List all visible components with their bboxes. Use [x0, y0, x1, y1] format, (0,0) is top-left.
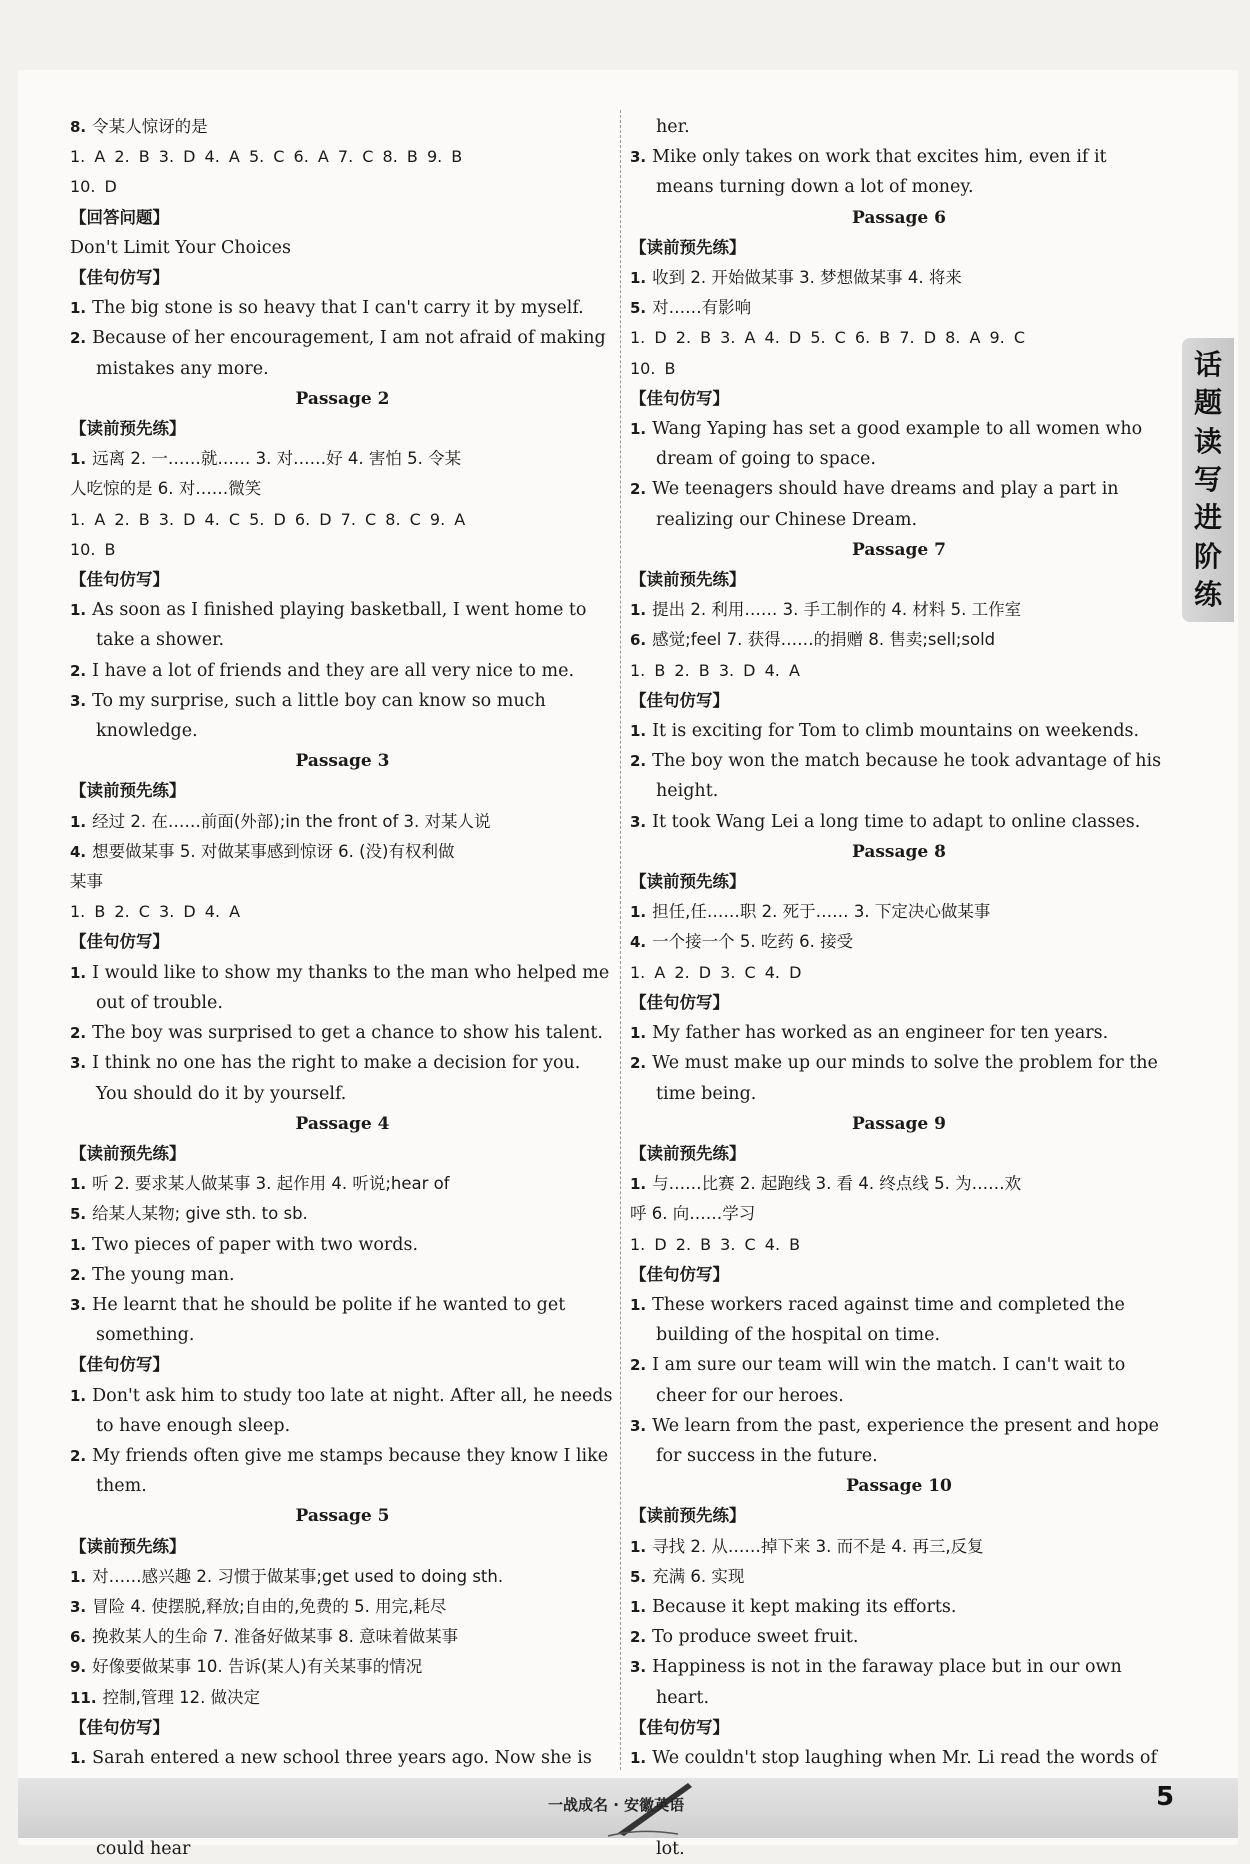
section-heading: 【佳句仿写】 [70, 1355, 169, 1375]
item-text: 提出 2. 利用…… 3. 手工制作的 4. 材料 5. 工作室 [652, 600, 1022, 620]
item-number: 1. [630, 1175, 647, 1194]
item-text: 对……有影响 [652, 298, 752, 318]
item-number: 4. [70, 842, 87, 861]
item-number: 9. [70, 1658, 87, 1677]
sentence-item [630, 1592, 1168, 1622]
item-number: 1. [630, 1597, 647, 1616]
item-text: To produce sweet fruit. [652, 1627, 859, 1648]
item-text: 冒险 4. 使摆脱,释放;自由的,免费的 5. 用完,耗尽 [92, 1596, 447, 1616]
column-divider [620, 110, 621, 1770]
item-text: 人吃惊的是 6. 对……微笑 [70, 479, 262, 499]
sentence-item [70, 1290, 615, 1350]
vocab-line [630, 1562, 1168, 1592]
item-text: To my surprise, such a little boy can know so much knowledge. [92, 690, 546, 742]
sentence-item [70, 323, 615, 383]
vocab-line [70, 867, 615, 897]
item-text: 充满 6. 实现 [652, 1566, 745, 1586]
answer-key-line: 10. B [630, 358, 676, 378]
item-text: The big stone is so heavy that I can't carry it by myself. [92, 298, 584, 319]
item-text: 呼 6. 向……学习 [630, 1204, 756, 1224]
passage-title: Passage 5 [295, 1506, 390, 1527]
item-number: 3. [70, 1295, 87, 1314]
vocab-line [70, 1683, 615, 1713]
item-number: 1. [630, 722, 647, 741]
answer-key-line: 1. D 2. B 3. C 4. B [630, 1234, 801, 1254]
sentence-item [630, 1652, 1168, 1712]
item-number: 5. [630, 1567, 647, 1586]
item-number: 5. [70, 1205, 87, 1224]
item-number: 1. [630, 1024, 647, 1043]
sentence-item [630, 1350, 1168, 1410]
section-heading: 【读前预先练】 [630, 872, 746, 892]
section-heading: 【佳句仿写】 [70, 1717, 169, 1737]
footer [18, 1778, 1238, 1838]
item-number: 1. [70, 299, 87, 318]
section-heading: 【佳句仿写】 [630, 992, 729, 1012]
item-number: 1. [70, 1748, 87, 1767]
item-number: 2. [70, 1024, 87, 1043]
item-text: The boy was surprised to get a chance to show his talent. [92, 1023, 603, 1044]
sentence-item [630, 1018, 1168, 1048]
item-number: 3. [70, 691, 87, 710]
section-heading: 【回答问题】 [70, 207, 169, 227]
item-number: 1. [70, 812, 87, 831]
vocab-line [630, 263, 1168, 293]
item-number: 1. [70, 1386, 87, 1405]
sentence-item [70, 1018, 615, 1048]
section-heading: 【读前预先练】 [630, 570, 746, 590]
section-heading: 【佳句仿写】 [70, 932, 169, 952]
answer-key-line: 1. B 2. B 3. D 4. A [630, 660, 800, 680]
vocab-line [70, 1199, 615, 1229]
section-heading: 【读前预先练】 [630, 237, 746, 257]
section-heading: 【佳句仿写】 [630, 690, 729, 710]
page-number: 5 [1156, 1782, 1175, 1812]
item-text: The young man. [92, 1264, 235, 1285]
sentence-item [70, 958, 615, 1018]
item-text: Sarah entered a new school three years ago. Now she is [92, 1747, 592, 1768]
vocab-line [630, 927, 1168, 957]
item-number: 1. [630, 1295, 647, 1314]
vocab-line [70, 474, 615, 504]
vocab-line [70, 112, 615, 142]
item-text: 挽救某人的生命 7. 准备好做某事 8. 意味着做某事 [92, 1627, 459, 1647]
item-number: 1. [70, 601, 87, 620]
item-number: 2. [70, 661, 87, 680]
item-number: 2. [630, 1628, 647, 1647]
item-number: 3. [630, 1416, 647, 1435]
vocab-line [630, 595, 1168, 625]
side-tab-char: 进 [1193, 501, 1222, 535]
sentence-item [70, 595, 615, 655]
item-number: 3. [630, 1658, 647, 1677]
item-text: 对……感兴趣 2. 习惯于做某事;get used to doing sth. [92, 1566, 504, 1586]
vocab-line [630, 1532, 1168, 1562]
vocab-line [70, 1169, 615, 1199]
item-text: 感觉;feel 7. 获得……的捐赠 8. 售卖;sell;sold [652, 630, 996, 650]
side-tab-char: 题 [1193, 386, 1222, 420]
item-text: I am sure our team will win the match. I can't wait to cheer for our heroes. [652, 1355, 1126, 1406]
item-text: 给某人某物; give sth. to sb. [92, 1204, 308, 1224]
item-number: 1. [630, 601, 647, 620]
sentence-item [70, 1230, 615, 1260]
answer-text: Don't Limit Your Choices [70, 237, 291, 258]
left-column [70, 112, 615, 1864]
item-number: 1. [70, 1235, 87, 1254]
item-number: 8. [70, 118, 87, 136]
item-number: 1. [70, 1175, 87, 1194]
item-text: 听 2. 要求某人做某事 3. 起作用 4. 听说;hear of [92, 1174, 450, 1194]
item-number: 2. [70, 1265, 87, 1284]
item-number: 3. [630, 812, 647, 831]
item-text: It took Wang Lei a long time to adapt to online classes. [652, 811, 1141, 832]
answer-key-line: 1. A 2. D 3. C 4. D [630, 962, 802, 982]
item-number: 2. [630, 752, 647, 771]
item-text: 远离 2. 一……就…… 3. 对……好 4. 害怕 5. 令某 [92, 449, 462, 469]
footer-title: 一战成名 · 安徽英语 [548, 1796, 685, 1814]
item-text: 控制,管理 12. 做决定 [102, 1687, 261, 1707]
item-text: 一个接一个 5. 吃药 6. 接受 [652, 932, 854, 952]
item-text: Mike only takes on work that excites him, even if it means turning down a lot of money. [652, 147, 1107, 198]
passage-title: Passage 7 [852, 539, 946, 560]
passage-title: Passage 9 [852, 1113, 946, 1134]
item-text: 寻找 2. 从……掉下来 3. 而不是 4. 再三,反复 [652, 1536, 984, 1556]
vocab-line [70, 444, 615, 474]
vocab-line [630, 293, 1168, 323]
item-text: lot. [656, 1838, 685, 1859]
item-number: 2. [630, 1356, 647, 1375]
item-text: Happiness is not in the faraway place but in our own heart. [652, 1657, 1122, 1708]
item-number: 1. [630, 420, 647, 439]
item-number: 2. [630, 480, 647, 499]
item-text: He learnt that he should be polite if he wanted to get something. [92, 1294, 566, 1346]
side-tab-char: 练 [1193, 577, 1222, 611]
section-heading: 【佳句仿写】 [630, 388, 729, 408]
sentence-item [630, 1048, 1168, 1108]
item-text: As soon as I finished playing basketball, I went home to take a shower. [92, 600, 587, 651]
sentence-item [630, 1411, 1168, 1471]
section-heading: 【读前预先练】 [70, 419, 186, 439]
item-text: 好像要做某事 10. 告诉(某人)有关某事的情况 [92, 1657, 423, 1677]
sentence-item [630, 474, 1168, 534]
sentence-item [630, 414, 1168, 474]
passage-title: Passage 6 [852, 207, 946, 228]
item-text: Two pieces of paper with two words. [92, 1234, 419, 1255]
item-text: 某事 [70, 872, 103, 892]
passage-title: Passage 4 [295, 1113, 390, 1134]
section-heading: 【佳句仿写】 [70, 570, 169, 590]
item-number: 3. [630, 148, 647, 167]
vocab-line [70, 1592, 615, 1622]
vocab-line [70, 807, 615, 837]
vocab-line [630, 1169, 1168, 1199]
side-tab-char: 话 [1193, 348, 1222, 382]
section-heading: 【读前预先练】 [630, 1506, 746, 1526]
continued-text: her. [656, 117, 690, 137]
item-number: 1. [630, 1537, 647, 1556]
side-tab-char: 阶 [1193, 539, 1222, 573]
item-number: 1. [630, 269, 647, 288]
item-text: 收到 2. 开始做某事 3. 梦想做某事 4. 将来 [652, 268, 962, 288]
item-number: 2. [70, 329, 87, 348]
item-text: The boy won the match because he took advantage of his height. [652, 751, 1162, 802]
item-text: I have a lot of friends and they are all very nice to me. [92, 660, 575, 681]
answer-key-line: 1. A 2. B 3. D 4. C 5. D 6. D 7. C 8. C 9. A [70, 509, 466, 529]
item-number: 3. [70, 1597, 87, 1616]
item-number: 6. [70, 1628, 87, 1647]
sentence-item [630, 1622, 1168, 1652]
item-text: Because it kept making its efforts. [652, 1596, 957, 1617]
item-number: 1. [70, 1567, 87, 1586]
answer-key-line: 1. A 2. B 3. D 4. A 5. C 6. A 7. C 8. B 9. B [70, 147, 463, 167]
item-number: 2. [70, 1446, 87, 1465]
vocab-line [630, 897, 1168, 927]
item-text: We couldn't stop laughing when Mr. Li read the words of [652, 1747, 1157, 1768]
section-heading: 【佳句仿写】 [630, 1264, 729, 1284]
item-number: 1. [70, 963, 87, 982]
item-number: 1. [630, 903, 647, 922]
sentence-item [630, 746, 1168, 806]
item-number: 3. [70, 1054, 87, 1073]
item-text: 担任,任……职 2. 死于…… 3. 下定决心做某事 [652, 902, 991, 922]
passage-title: Passage 8 [852, 841, 946, 862]
sentence-item [630, 807, 1168, 837]
item-number: 1. [630, 1748, 647, 1767]
vocab-line [70, 837, 615, 867]
sentence-item [70, 1260, 615, 1290]
answer-key-line: 10. D [70, 177, 117, 197]
item-text: We learn from the past, experience the present and hope for success in the future. [652, 1415, 1160, 1466]
item-text: Because of her encouragement, I am not afraid of making mistakes any more. [92, 328, 606, 379]
item-text: We must make up our minds to solve the problem for the time being. [652, 1053, 1158, 1104]
item-text: could hear [96, 1838, 191, 1859]
section-heading: 【读前预先练】 [70, 1143, 186, 1163]
sentence-item [630, 716, 1168, 746]
sentence-item [70, 1441, 615, 1501]
item-number: 1. [70, 450, 87, 469]
item-text: 想要做某事 5. 对做某事感到惊讶 6. (没)有权利做 [92, 841, 455, 861]
sentence-item [630, 142, 1168, 202]
answer-key-line: 1. D 2. B 3. A 4. D 5. C 6. B 7. D 8. A 9. C [630, 328, 1025, 348]
right-column [630, 112, 1168, 1864]
section-heading: 【读前预先练】 [70, 781, 186, 801]
side-tab-char: 读 [1193, 424, 1222, 458]
sentence-item [70, 1048, 615, 1108]
answer-key-line: 10. B [70, 539, 116, 559]
item-number: 5. [630, 299, 647, 318]
sentence-item [70, 656, 615, 686]
sentence-item [70, 293, 615, 323]
item-number: 6. [630, 631, 647, 650]
item-number: 4. [630, 933, 647, 952]
vocab-line [70, 1562, 615, 1592]
item-text: Wang Yaping has set a good example to all women who dream of going to space. [652, 419, 1143, 470]
item-number: 11. [70, 1688, 97, 1707]
vocab-line [70, 1622, 615, 1652]
item-text: These workers raced against time and completed the building of the hospital on time. [652, 1294, 1125, 1346]
item-text: 与……比赛 2. 起跑线 3. 看 4. 终点线 5. 为……欢 [652, 1174, 1022, 1194]
item-text: Don't ask him to study too late at night. After all, he needs to have enough sleep. [92, 1385, 613, 1436]
section-heading: 【佳句仿写】 [70, 268, 169, 288]
sentence-item [630, 1290, 1168, 1350]
vocab-line [630, 625, 1168, 655]
side-tab-topic-reading-writing [1182, 338, 1234, 622]
section-heading: 【读前预先练】 [630, 1143, 746, 1163]
answer-key-line: 1. B 2. C 3. D 4. A [70, 902, 241, 922]
item-text: I would like to show my thanks to the man who helped me out of trouble. [92, 962, 610, 1013]
sentence-item [70, 686, 615, 746]
section-heading: 【佳句仿写】 [630, 1717, 729, 1737]
passage-title: Passage 3 [295, 751, 390, 772]
item-text: I think no one has the right to make a decision for you. You should do it by yourself. [92, 1053, 581, 1104]
passage-title: Passage 2 [295, 388, 390, 409]
item-text: 经过 2. 在……前面(外部);in the front of 3. 对某人说 [92, 811, 491, 831]
item-text: My father has worked as an engineer for ten years. [652, 1023, 1109, 1044]
passage-title: Passage 10 [846, 1476, 952, 1497]
section-heading: 【读前预先练】 [70, 1536, 186, 1556]
item-text: It is exciting for Tom to climb mountains on weekends. [652, 721, 1140, 742]
vocab-line [70, 1652, 615, 1682]
item-text: 令某人惊讶的是 [92, 117, 208, 136]
item-text: We teenagers should have dreams and play a part in realizing our Chinese Dream. [652, 479, 1119, 530]
item-text: My friends often give me stamps because they know I like them. [92, 1445, 609, 1497]
vocab-line [630, 1199, 1168, 1229]
sentence-item [70, 1381, 615, 1441]
item-number: 2. [630, 1054, 647, 1073]
side-tab-char: 写 [1193, 462, 1222, 496]
